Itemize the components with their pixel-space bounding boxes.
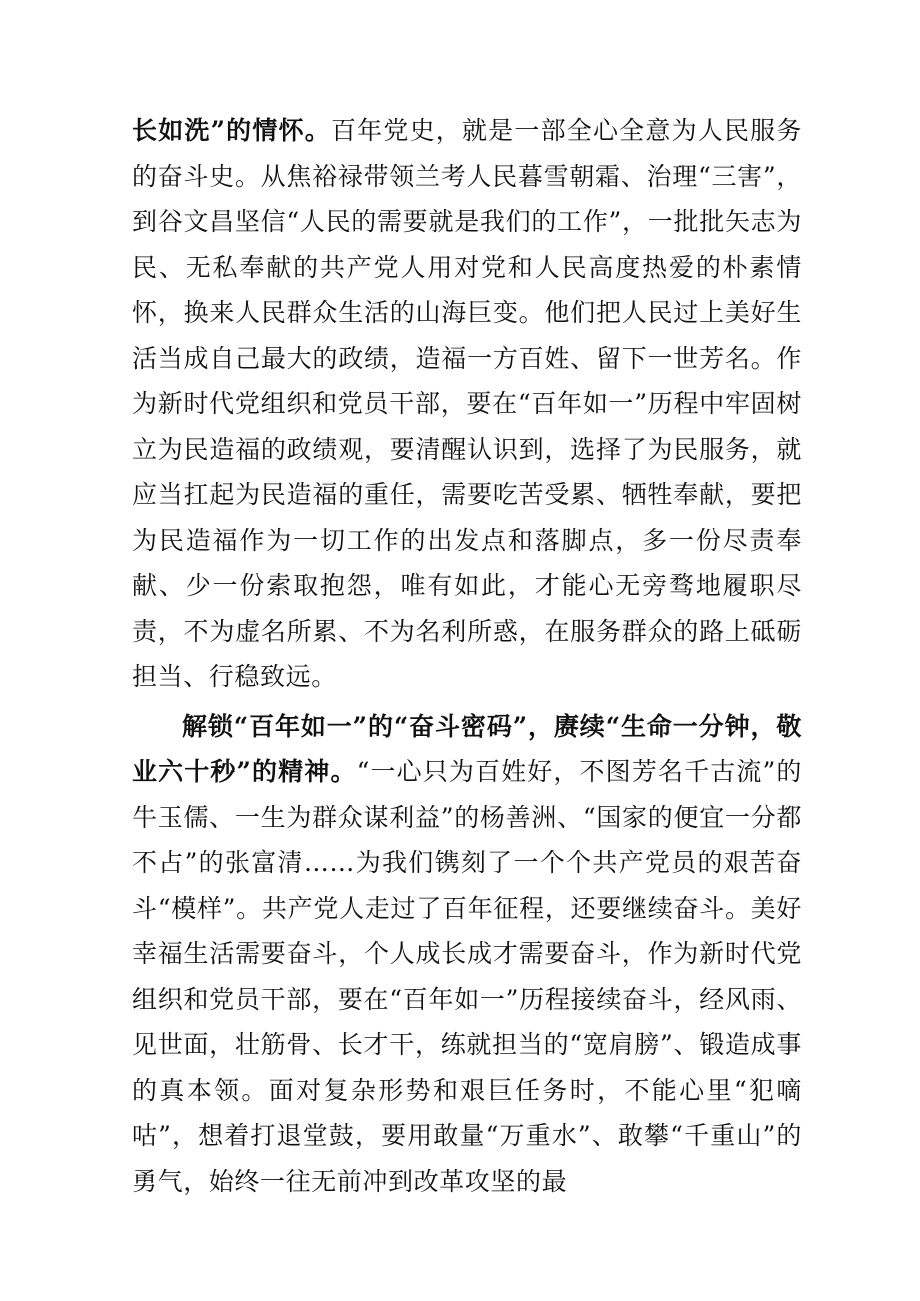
paragraph-1-body: 百年党史，就是一部全心全意为人民服务的奋斗史。从焦裕禄带领兰考人民暮雪朝霜、治理“三害”，到谷文昌坚信“人民的需要就是我们的工作”，一批批矢志为民、无私奉献的共产党人用对党和人民高度热爱的朴素情怀，换来人民群众生活的山海巨变。他们把人民过上美好生活当成自己最大的政绩，造福一方百姓、留下一世芳名。作为新时代党组织和党员干部，要在“百年如一”历程中牢固树立为民造福的政绩观，要清醒认识到，选择了为民服务，就应当扛起为民造福的重任，需要吃苦受累、牺牲奉献，要把为民造福作为一切工作的出发点和落脚点，多一份尽责奉献、少一份索取抱怨，唯有如此，才能心无旁骛地履职尽责，不为虚名所累、不为名利所惑，在服务群众的路上砥砺担当、行稳致远。 (132, 116, 802, 691)
paragraph-1 (132, 108, 802, 700)
paragraph-1-bold-lead: 长如洗”的情怀。 (132, 116, 331, 145)
document-body (132, 108, 802, 1204)
paragraph-2-body: “一心只为百姓好，不图芳名千古流”的牛玉儒、一生为群众谋利益”的杨善洲、“国家的便宜一分都不占”的张富清……为我们镌刻了一个个共产党员的艰苦奋斗“模样”。共产党人走过了百年征程，还要继续奋斗。美好幸福生活需要奋斗，个人成长成才需要奋斗，作为新时代党组织和党员干部，要在“百年如一”历程接续奋斗，经风雨、见世面，壮筋骨、长才干，练就担当的“宽肩膀”、锻造成事的真本领。面对复杂形势和艰巨任务时，不能心里“犯嘀咕”，想着打退堂鼓，要用敢量“万重水”、敢攀“千重山”的勇气，始终一往无前冲到改革攻坚的最 (132, 757, 802, 1196)
paragraph-2-bold-lead: 解锁“百年如一”的“奋斗密码”，赓续“生命一分钟，敬业六十秒”的精神。 (132, 711, 802, 786)
paragraph-2 (132, 704, 802, 1205)
